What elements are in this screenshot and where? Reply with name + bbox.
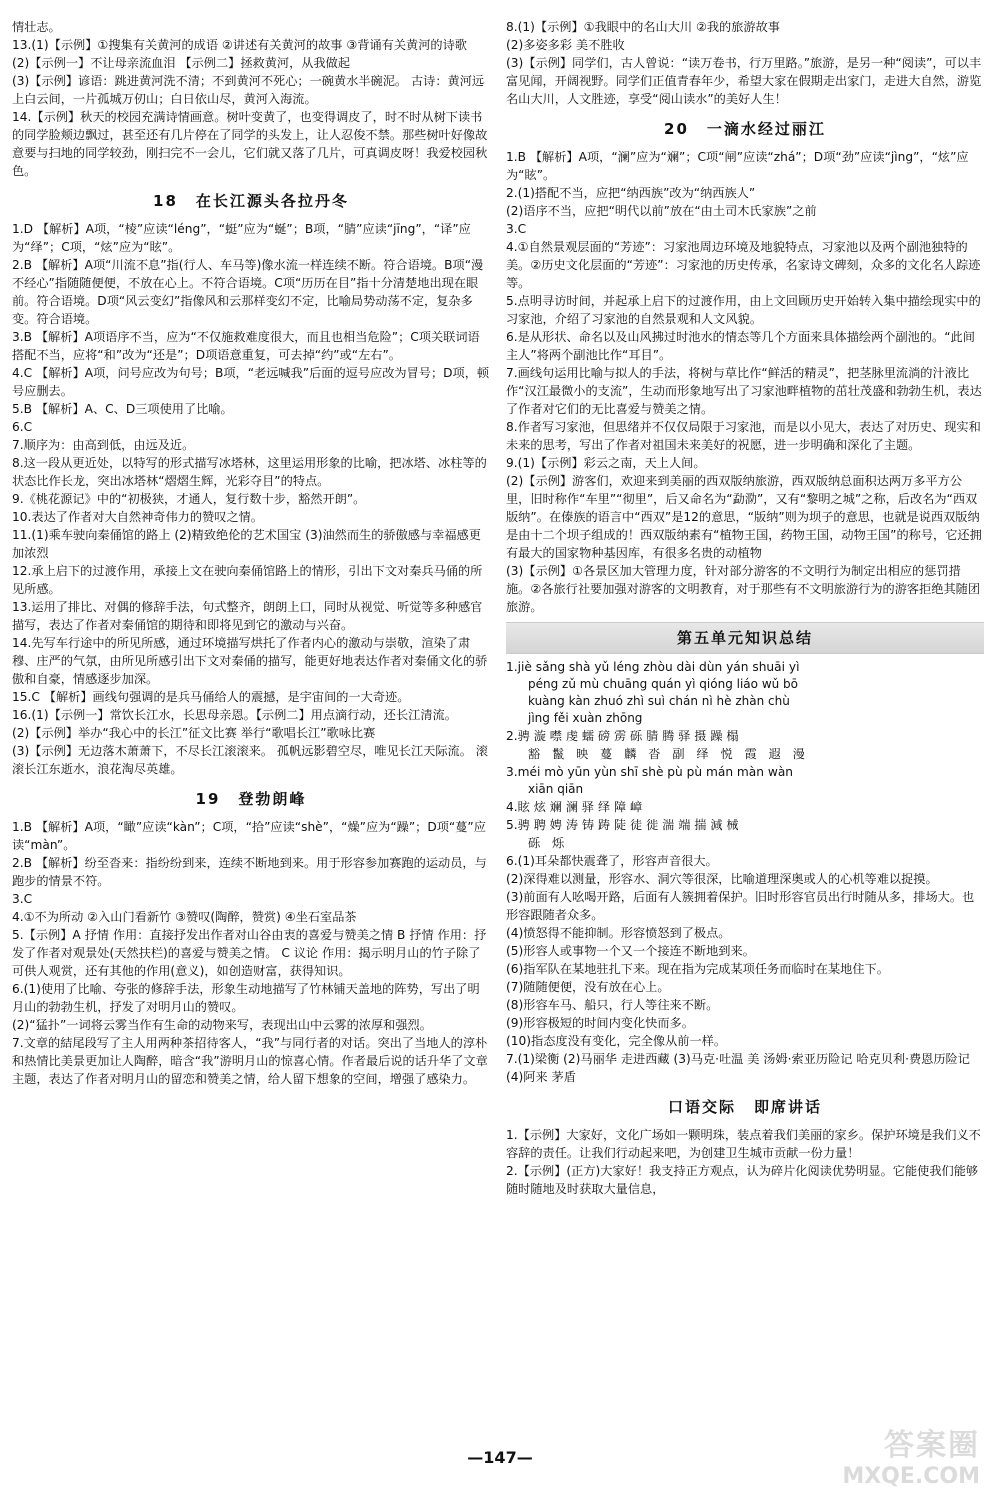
answer-line: 1.B 【解析】A项，“瞰”应读“kàn”；C项，“拾”应读“shè”，“燥”应为“躁”；D项“蔓”应读“màn”。 [12, 820, 486, 852]
section-heading [12, 784, 490, 814]
answer-line: 8.这一段从更近处，以特写的形式描写冰塔林，这里运用形象的比喻，把冰塔、冰柱等的状态比作长龙，突出冰塔林“熠熠生辉，光彩夺目”的特点。 [12, 456, 487, 488]
section-heading [506, 114, 984, 144]
section-title: 登勃朗峰 [238, 790, 307, 808]
answer-line: (9)形容极短的时间内变化快而多。 [506, 1016, 694, 1030]
answer-line: 5.点明寻访时间，并起承上启下的过渡作用，由上文回顾历史开始转入集中描绘现实中的习家池，介绍了习家池的自然景观和人文风貌。 [506, 294, 981, 326]
answer-line: 情壮志。 [12, 20, 61, 34]
answer-line: 2.(1)搭配不当，应把“纳西族”改为“纳西族人” [506, 186, 756, 200]
answer-line: 4.①不为所动 ②入山门看新竹 ③赞叹(陶醉，赞赏) ④坐石室品茶 [12, 910, 357, 924]
answer-line: 3.méi mò yūn yùn shī shè pù pù mán màn wàn [506, 765, 794, 779]
answer-line: (10)指态度没有变化，完全像从前一样。 [506, 1034, 727, 1048]
answer-line: (7)随随便便，没有放在心上。 [506, 980, 670, 994]
answer-line: (2)多姿多彩 美不胜收 [506, 38, 625, 52]
pinyin-row: kuàng kàn zhuó zhì suì chán nì hè zhàn chù [528, 694, 790, 708]
answer-line: (3)【示例】无边落木萧萧下，不尽长江滚滚来。 孤帆远影碧空尽，唯见长江天际流。 滚滚长江东逝水，浪花淘尽英雄。 [12, 744, 488, 776]
answer-line: 2.【示例】(正方)大家好！我支持正方观点，认为碎片化阅读优势明显。它能使我们能够随时随地及时获取大量信息， [506, 1164, 979, 1196]
watermark-url: MXQE.COM [842, 1464, 980, 1489]
answer-line: 11.(1)乘车驶向秦俑馆的路上 (2)精致绝伦的艺术国宝 (3)油然而生的骄傲感与幸福感更加浓烈 [12, 528, 481, 560]
answer-line: 9.(1)【示例】彩云之南，天上人间。 [506, 456, 706, 470]
answer-line: 6.C [12, 420, 33, 434]
section-heading [506, 1092, 984, 1122]
answer-line: 5.骋 聘 娉 涛 铸 踌 陡 徒 徙 湍 端 揣 減 械 [506, 818, 739, 832]
answer-line: 6.是从形状、命名以及山风拂过时池水的情态等几个方面来具体描绘两个副池的。“此间主人”将两个副池比作“耳目”。 [506, 330, 975, 362]
answer-line: 2.B 【解析】A项“川流不息”指(行人、车马等)像水流一样连续不断。符合语境。B项“漫不经心”指随随便便，不放在心上。不符合语境。C项“历历在目”指十分清楚地出现在眼前。符合语境。D项“风云变幻”指像风和云那样变幻不定，比喻局势动荡不定，复杂多变。符合语境。 [12, 258, 484, 326]
answer-line: (5)形容人或事物一个又一个接连不断地到来。 [506, 944, 755, 958]
character-row: 豁 鬣 映 蔓 麟 沓 副 绎 悦 霞 遐 漫 [528, 747, 809, 761]
answer-line: 2.骋 漩 噤 虔 蠕 磅 雳 砾 腈 腾 驿 摄 躁 榻 [506, 729, 739, 743]
answer-line: (6)指军队在某地驻扎下来。现在指为完成某项任务而临时在某地住下。 [506, 962, 889, 976]
answer-line: 15.C 【解析】画线句强调的是兵马俑给人的震撼，是宇宙间的一大奇迹。 [12, 690, 410, 704]
answer-line: (2)【示例】举办“我心中的长江”征文比赛 举行“歌唱长江”歌咏比赛 [12, 726, 376, 740]
answer-line: 4.眩 炫 斓 澜 驿 绎 障 嶂 [506, 800, 643, 814]
answer-line: 3.C [12, 892, 33, 906]
answer-line: (3)【示例】同学们，古人曾说：“读万卷书，行万里路。”旅游，是另一种“阅读”，可以丰富见闻，开阔视野。同学们正值青春年少，希望大家在假期走出家门，走进大自然，游览名山大川，人文胜迹，享受“阅山读水”的美好人生！ [506, 56, 982, 106]
answer-line: (3)前面有人吆喝开路，后面有人簇拥着保护。旧时形容官员出行时随从多，排场大。也形容跟随者众多。 [506, 890, 975, 922]
section-number: 20 [664, 120, 689, 138]
answer-line: 9.《桃花源记》中的“初极狭，才通人，复行数十步，豁然开朗”。 [12, 492, 366, 506]
answer-line: 10.表达了作者对大自然神奇伟力的赞叹之情。 [12, 510, 263, 524]
left-column [12, 18, 490, 1088]
answer-line: 8.(1)【示例】①我眼中的名山大川 ②我的旅游故事 [506, 20, 780, 34]
answer-line: 13.运用了排比、对偶的修辞手法，句式整齐，朗朗上口，同时从视觉、听觉等多种感官描写，表达了作者对秦俑馆的期待和即将见到它的激动与兴奋。 [12, 600, 483, 632]
answer-line: 4.C 【解析】A项，问号应改为句号；B项，“老远喊我”后面的逗号应改为冒号；D项，顿号应删去。 [12, 366, 490, 398]
answer-line: 8.作者写习家池，但思绪并不仅仅局限于习家池，而是以小见大，表达了对历史、现实和未来的思考，写出了作者对祖国未来美好的祝愿，进一步明确和深化了主题。 [506, 420, 981, 452]
answer-line: 5.B 【解析】A、C、D三项使用了比喻。 [12, 402, 233, 416]
watermark-logo: 答案圈 [884, 1428, 980, 1463]
answer-line: 3.C [506, 222, 527, 236]
watermark [780, 1420, 980, 1489]
answer-line: 14.【示例】秋天的校园充满诗情画意。树叶变黄了，也变得调皮了，时不时从树下读书的同学脸颊边飘过，甚至还有几片停在了同学的头发上，让人忍俊不禁。那些树叶好像故意要与扫地的同学较劲，刚扫完不一会儿，它们就又落了几片，可真调皮呀！我爱校园秋色。 [12, 110, 488, 178]
answer-line: 1.B 【解析】A项，“澜”应为“斓”；C项“闸”应读“zhá”；D项“劲”应读“jìng”，“炫”应为“眩”。 [506, 150, 969, 182]
pinyin-row: jìng fěi xuàn zhōng [528, 711, 643, 725]
answer-line: 7.画线句运用比喻与拟人的手法，将树与草比作“鲜活的精灵”，把茎脉里流淌的汁液比作“汉江最微小的支流”，生动而形象地写出了习家池畔植物的茁壮茂盛和勃勃生机，表达了作者对它们的无比喜爱与赞美之情。 [506, 366, 982, 416]
right-column [506, 18, 984, 1198]
answer-line: 4.①自然景观层面的“芳迹”：习家池周边环境及地貌特点，习家池以及两个副池独特的美。②历史文化层面的“芳迹”：习家池的历史传承，名家诗文碑刻，众多的文化名人踪迹等。 [506, 240, 981, 290]
unit-summary-heading: 第五单元知识总结 [506, 622, 984, 654]
answer-line: (4)愤怒得不能抑制。形容愤怒到了极点。 [506, 926, 731, 940]
answer-line: 6.(1)使用了比喻、夸张的修辞手法，形象生动地描写了竹林铺天盖地的阵势，写出了明月山的勃勃生机，抒发了对明月山的赞叹。 [12, 982, 480, 1014]
answer-line: 5.【示例】A 抒情 作用：直接抒发出作者对山谷由衷的喜爱与赞美之情 B 抒情 作用：抒发了作者对观景处(天然扶栏)的喜爱与赞美之情。 C 议论 作用：揭示明月山的竹子除了可供人观赏，还有其他的作用(意义)，如创造财富，获得知识。 [12, 928, 487, 978]
answer-line: (2)【示例一】不让母亲流血泪 【示例二】拯救黄河，从我做起 [12, 56, 351, 70]
answer-line: 1.jiè sǎng shà yǔ léng zhòu dài dùn yán shuāi yì [506, 660, 800, 674]
answer-line: 1.D 【解析】A项，“棱”应读“léng”，“蜓”应为“蜒”；B项，“腈”应读“jīng”，“译”应为“绎”；C项，“炫”应为“眩”。 [12, 222, 471, 254]
section-heading [12, 186, 490, 216]
answer-line: (2)【示例】游客们，欢迎来到美丽的西双版纳旅游，西双版纳总面积达两万多平方公里，旧时称作“车里”“彻里”，后又命名为“勐泐”，又有“黎明之城”之称，后改名为“西双版纳”。在傣族的语言中“西双”是12的意思，“版纳”则为坝子的意思，也就是说西双版纳是由十二个坝子组成的！西双版纳素有“植物王国，药物王国，动物王国”的称号，它还拥有最大的国家物种基因库，有很多名贵的动植物 [506, 474, 982, 560]
answer-line: 14.先写车行途中的所见所感，通过环境描写烘托了作者内心的激动与崇敬，渲染了肃穆、庄严的气氛，由所见所感引出下文对秦俑的描写，能更好地表达作者对秦俑文化的骄傲和自豪，情感逐步加深。 [12, 636, 488, 686]
section-number: 19 [195, 790, 221, 808]
answer-line: (3)【示例】①各景区加大管理力度，针对部分游客的不文明行为制定出相应的惩罚措施。②各旅行社要加强对游客的文明教育，对于那些有不文明旅游行为的游客拒绝其随团旅游。 [506, 564, 981, 614]
pinyin-row: xiān qiān [528, 782, 584, 796]
answer-line: 2.B 【解析】纷至沓来：指纷纷到来，连续不断地到来。用于形容参加赛跑的运动员，与跑步的情景不符。 [12, 856, 487, 888]
page-number: —147— [467, 1448, 533, 1467]
answer-line: (3)【示例】谚语：跳进黄河洗不清；不到黄河不死心；一碗黄水半碗泥。 古诗：黄河远上白云间，一片孤城万仞山；白日依山尽，黄河入海流。 [12, 74, 485, 106]
answer-line: (2)深得难以测量，形容水、洞穴等很深，比喻道理深奥或人的心机等难以捉摸。 [506, 872, 938, 886]
section-title: 在长江源头各拉丹冬 [195, 192, 349, 210]
answer-line: (2)“猛扑”一词将云雾当作有生命的动物来写，表现出山中云雾的浓厚和强烈。 [12, 1018, 432, 1032]
section-number: 口语交际 [667, 1098, 736, 1116]
answer-line: 12.承上启下的过渡作用，承接上文在驶向秦俑馆路上的情形，引出下文对秦兵马俑的所见所感。 [12, 564, 483, 596]
pinyin-row: péng zǔ mù chuāng quán yì qióng liáo wǔ bō [528, 677, 799, 691]
character-row: 砾 烁 [528, 836, 569, 850]
answer-line: 3.B 【解析】A项语序不当，应为“不仅施救难度很大，而且也相当危险”；C项关联词语搭配不当，应将“和”改为“还是”；D项语意重复，可去掉“约”或“左右”。 [12, 330, 480, 362]
section-title: 即席讲话 [754, 1098, 823, 1116]
answer-line: (8)形容车马、船只，行人等往来不断。 [506, 998, 719, 1012]
section-number: 18 [153, 192, 178, 210]
section-title: 一滴水经过丽江 [706, 120, 826, 138]
answer-line: 7.(1)梁衡 (2)马丽华 走进西藏 (3)马克·吐温 美 汤姆·索亚历险记 哈克贝利·费恩历险记 (4)阿来 茅盾 [506, 1052, 970, 1084]
answer-line: 1.【示例】大家好，文化广场如一颗明珠，装点着我们美丽的家乡。保护环境是我们义不容辞的责任。让我们行动起来吧，为创建卫生城市贡献一份力量！ [506, 1128, 981, 1160]
answer-line: 7.文章的結尾段写了主人用两种茶招待客人，“我”与同行者的对话。突出了当地人的淳朴和热情比美景更加让人陶醉，暗含“我”游明月山的惊喜心情。作者最后说的话升华了文章主题，表达了作者对明月山的留恋和赞美之情，给人留下想象的空间，增强了感染力。 [12, 1036, 488, 1086]
answer-line: (2)语序不当，应把“明代以前”放在“由土司木氏家族”之前 [506, 204, 817, 218]
answer-line: 7.顺序为：由高到低，由远及近。 [12, 438, 195, 452]
answer-line: 13.(1)【示例】①搜集有关黄河的成语 ②讲述有关黄河的故事 ③背诵有关黄河的诗歌 [12, 38, 467, 52]
answer-line: 16.(1)【示例一】常饮长江水，长思母亲恩。【示例二】用点滴行动，还长江清流。 [12, 708, 457, 722]
answer-line: 6.(1)耳朵都快震聋了，形容声音很大。 [506, 854, 718, 868]
